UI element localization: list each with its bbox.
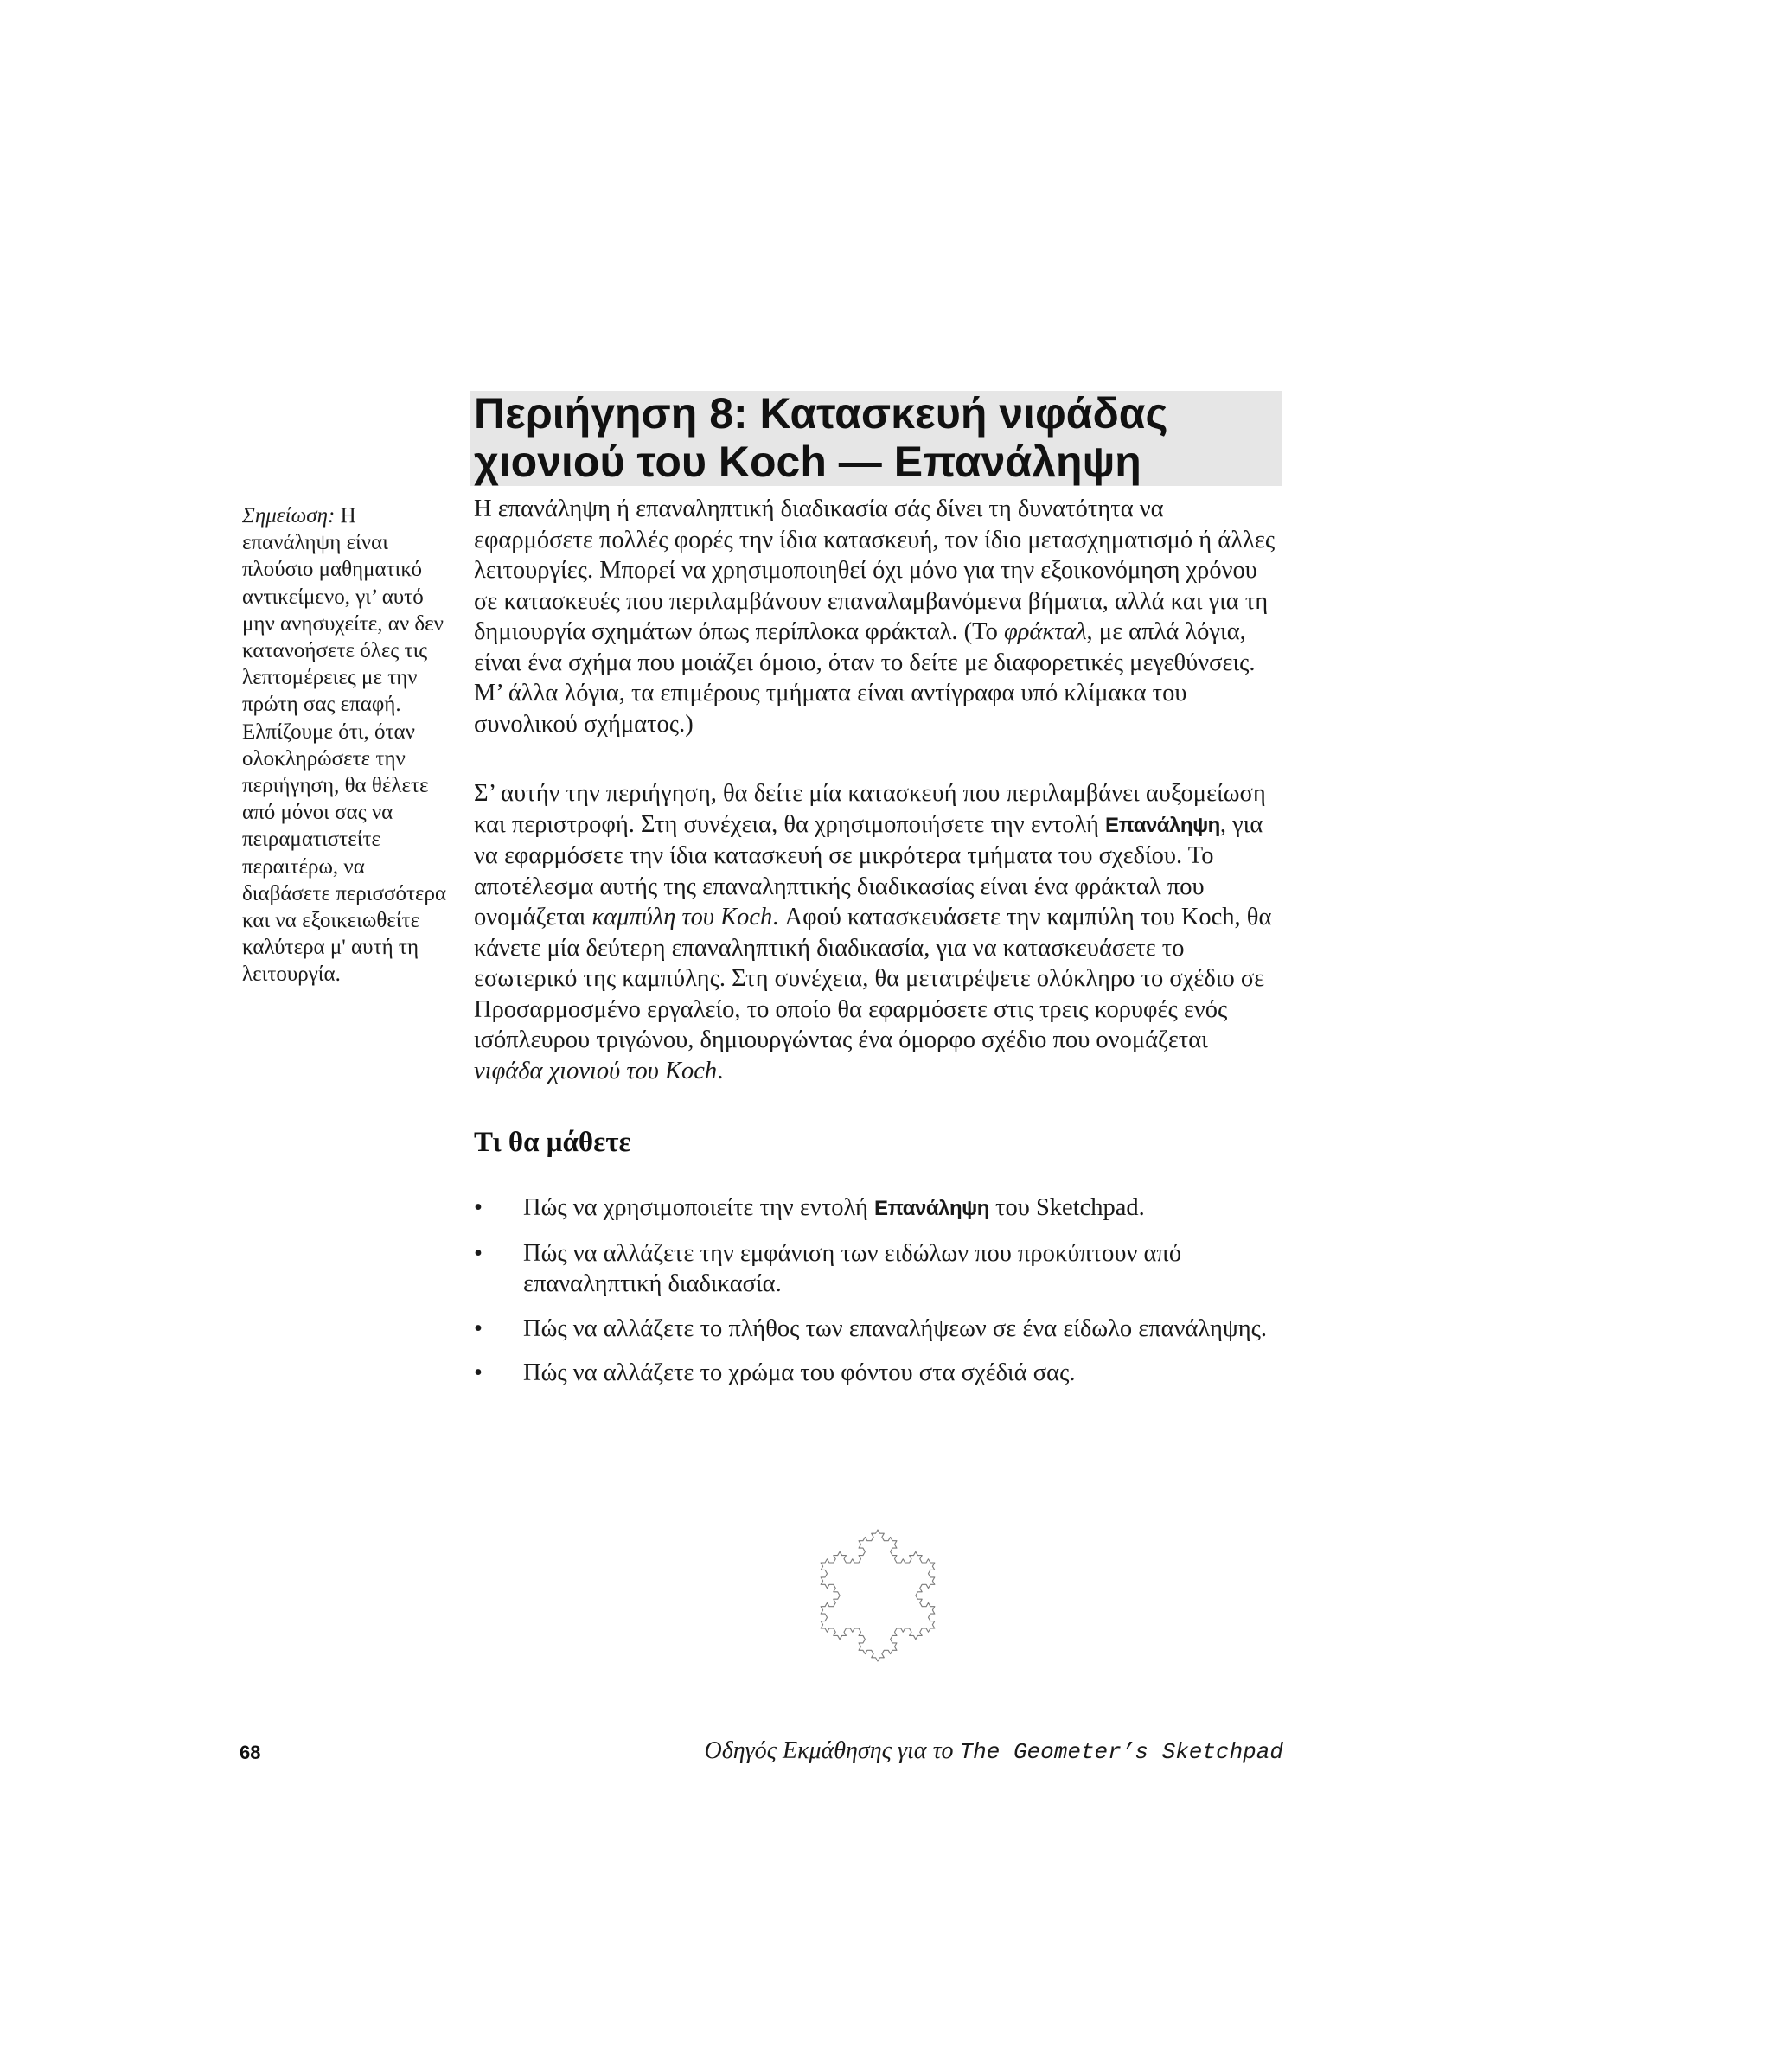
list-item-text: Πώς να χρησιμοποιείτε την εντολή	[523, 1194, 875, 1221]
bullet-icon: •	[474, 1194, 483, 1221]
koch-snowflake-outline	[821, 1530, 935, 1661]
list-item-text-end: του Sketchpad.	[988, 1194, 1145, 1221]
bullet-icon: •	[474, 1359, 483, 1386]
footer-guide-text: Οδηγός Εκμάθησης για το	[704, 1737, 960, 1764]
page-number: 68	[240, 1742, 261, 1763]
list-item-text: Πώς να αλλάζετε το χρώμα του φόντου στα σχέδιά σας.	[523, 1359, 1076, 1386]
intro-p1-text-b: , με απλά λόγια, είναι ένα σχήμα που μοιάζει όμοιο, όταν το δείτε με διαφορετικές μεγεθύνσεις. Μ’ άλλα λόγια, τα επιμέρους τμήματα είναι αντίγραφα υπό κλίμακα του συνολικού σχήματος.)	[474, 618, 1256, 738]
list-item	[474, 1314, 1282, 1345]
what-you-will-learn-heading: Τι θα μάθετε	[474, 1127, 631, 1158]
page-title-line-1: Περιήγηση 8: Κατασκευή νιφάδας	[474, 389, 1168, 438]
intro-p2-text-d: .	[717, 1057, 724, 1084]
intro-paragraph-2	[474, 778, 1282, 1086]
margin-note-label: Σημείωση:	[242, 504, 336, 528]
term-koch-curve: καμπύλη του Koch	[591, 904, 773, 930]
intro-p2-text-b: , για να εφαρμόσετε την ίδια κατασκευή σε μικρότερα τμήματα του σχεδίου. Το αποτέλεσμα αυτής της επαναληπτικής διαδικασίας είναι ένα φράκταλ που ονομάζεται	[474, 810, 1263, 930]
koch-snowflake-figure	[774, 1479, 981, 1712]
learning-objectives-list	[474, 1193, 1282, 1403]
list-item	[474, 1358, 1282, 1389]
intro-p1-text-a: Η επανάληψη ή επαναληπτική διαδικασία σάς δίνει τη δυνατότητα να εφαρμόσετε πολλές φορές την ίδια κατασκευή, τον ίδιο μετασχηματισμό ή άλλες λειτουργίες. Μπορεί να χρησιμοποιηθεί όχι μόνο για την εξοικονόμηση χρόνου σε κατασκευές που περιλαμβάνουν επαναλαμβανόμενα βήματα, αλλά και για τη δημιουργία σχημάτων όπως περίπλοκα φράκταλ. (Το	[474, 496, 1276, 645]
intro-paragraph-1	[474, 494, 1282, 739]
term-koch-snowflake: νιφάδα χιονιού του Koch	[474, 1057, 718, 1084]
command-iterate: Επανάληψη	[1104, 813, 1220, 837]
command-iterate: Επανάληψη	[874, 1197, 989, 1220]
term-fractal: φράκταλ	[1003, 618, 1087, 645]
list-item-text: Πώς να αλλάζετε το πλήθος των επαναλήψεων σε ένα είδωλο επανάληψης.	[523, 1314, 1268, 1342]
bullet-icon: •	[474, 1239, 483, 1267]
intro-p2-text-a: Σ’ αυτήν την περιήγηση, θα δείτε μία κατασκευή που περιλαμβάνει αυξομείωση και περιστροφή. Στη συνέχεια, θα χρησιμοποιήσετε την εντολή	[474, 780, 1266, 838]
margin-note	[242, 502, 450, 988]
page-title-line-2: χιονιού του Koch — Επανάληψη	[474, 438, 1141, 486]
margin-note-text: Η επανάληψη είναι πλούσιο μαθηματικό αντικείμενο, γι’ αυτό μην ανησυχείτε, αν δεν κατανοήσετε όλες τις λεπτομέρειες με την πρώτη σας επαφή. Ελπίζουμε ότι, όταν ολοκληρώσετε την περιήγηση, θα θέλετε από μόνοι σας να πειραματιστείτε περαιτέρω, να διαβάσετε περισσότερα και να εξοικειωθείτε καλύτερα μ' αυτή τη λειτουργία.	[242, 504, 447, 987]
list-item-text: Πώς να αλλάζετε την εμφάνιση των ειδώλων που προκύπτουν από επαναληπτική διαδικασία.	[523, 1239, 1182, 1297]
intro-p2-text-c: . Αφού κατασκευάσετε την καμπύλη του Koch, θα κάνετε μία δεύτερη επαναληπτική διαδικασία, για να κατασκευάσετε το εσωτερικό της καμπύλης. Στη συνέχεια, θα μετατρέψετε ολόκληρο το σχέδιο σε Προσαρμοσμένο εργαλείο, το οποίο θα εφαρμόσετε στις τρεις κορυφές ενός ισόπλευρου τριγώνου, δημιουργώντας ένα όμορφο σχέδιο που ονομάζεται	[474, 904, 1272, 1053]
running-footer	[704, 1737, 1283, 1765]
list-item	[474, 1238, 1282, 1300]
footer-product-name: The Geometer’s Sketchpad	[959, 1739, 1283, 1765]
bullet-icon: •	[474, 1314, 483, 1342]
page-title	[474, 389, 1278, 486]
list-item	[474, 1193, 1282, 1225]
